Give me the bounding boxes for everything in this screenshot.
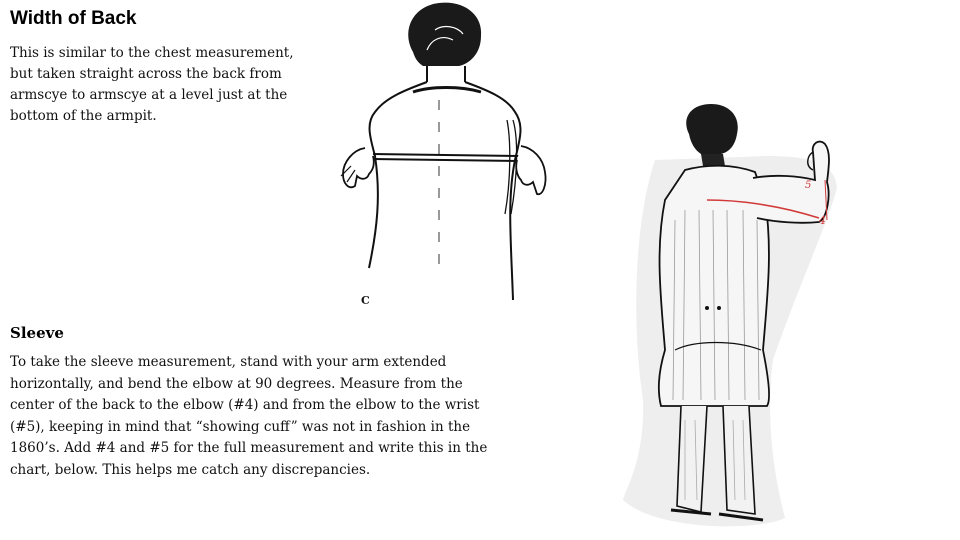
sleeve-measurement-illustration xyxy=(615,100,845,530)
measuring-tape xyxy=(373,154,519,161)
width-of-back-text: This is similar to the chest measurement, but taken straight across the back from armscye to armscye at a level just at the bottom of the armpit. xyxy=(10,45,294,124)
sleeve-text: To take the sleeve measurement, stand with your arm extended horizontally, and bend the elbow at 90 degrees. Measure from the center of the back to the elbow (#4) and from the elbow to the wrist (#5), keeping in mind that “showing cuff” was not in fashion in the 1860’s. Add #4 and #5 for the full measurement and write this in the chart, below. This helps me catch any discrepancies. xyxy=(10,354,488,478)
figure-letter: C xyxy=(361,294,370,305)
width-of-back-heading: Width of Back xyxy=(10,8,137,29)
head-hair xyxy=(686,104,738,154)
mark-label-4: 4 xyxy=(819,214,826,227)
torso-outline xyxy=(369,82,520,300)
head-hair xyxy=(408,3,481,66)
mark-label-5: 5 xyxy=(805,180,812,191)
back-measurement-illustration xyxy=(335,0,555,305)
sleeve-heading: Sleeve xyxy=(10,324,64,342)
right-hand xyxy=(516,146,545,194)
